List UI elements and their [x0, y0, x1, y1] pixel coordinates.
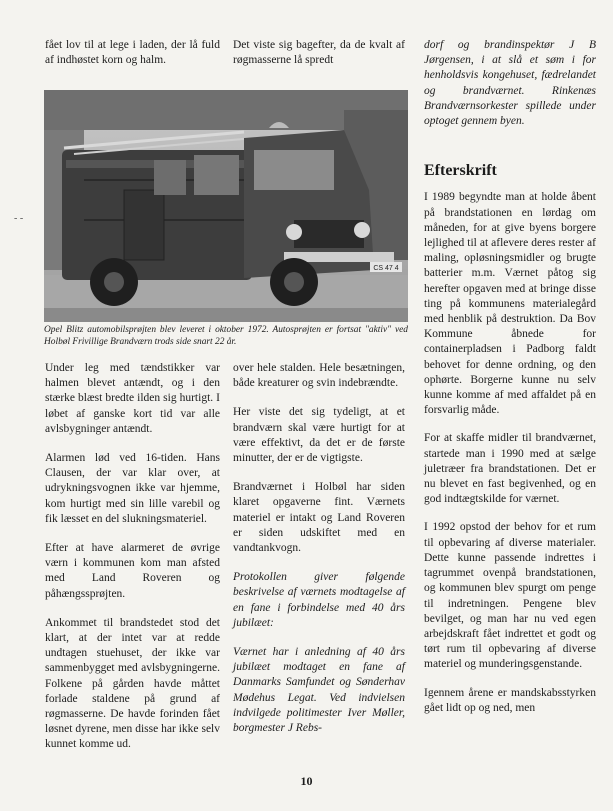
license-plate: CS 47 4 — [373, 265, 399, 272]
margin-mark: - - — [14, 213, 24, 224]
italic-paragraph: dorf og brandinspektør J B Jørgensen, i at slå et søm i for henholdsvis kongehuset, fædrelandet og brandværnet. Rinkenæs Brandværnsorkester spillede under optoget gennem byen. — [424, 39, 596, 128]
italic-paragraph: Værnet har i anledning af 40 års jubilæet modtaget en fane af Danmarks Samfundet og Sønderhav Mødehus Legat. Ved indvielsen indvilgede politimester Iver Møller, borgmester J Rebs- — [233, 646, 405, 735]
left-column — [45, 361, 220, 767]
paragraph: Igennem årene er mandskabsstyrken gået lidt op og ned, men — [424, 686, 596, 714]
paragraph: Under leg med tændstikker var halmen blevet antændt, og i den stærke blæst bredte ilden sig hurtigt. I løbet af ganske kort tid var alle avlsbygninger antændt. — [45, 362, 220, 435]
paragraph: I 1992 opstod der behov for et rum til opbevaring af diverse materialer. Dette kunne passende indrettes i tagrummet ovenpå brandstationen, og kommunen blev spurgt om penge til indretningen. Pengene blev bevilget, og man har nu ved egen arbejdskraft fået indrettet et godt og tørt rum til opbevaring af diverse materiel og munderingsgenstande. — [424, 521, 596, 671]
page-number: 10 — [300, 774, 313, 788]
paragraph: Efter at have alarmeret de øvrige værn i kommunen kom man afsted med Land Roveren og påhængssprøjten. — [45, 542, 220, 600]
paragraph: Ankommet til brandstedet stod det klart, at der intet var at redde undtagen stuehuset, der ikke var sammenbygget med avlsbygningerne. Folkene på gården havde måttet forlade staldene på grund af røgmasserne. De havde forinden fået løsnet dyrene, men disse har ikke selv kunnet komme ud. — [45, 616, 220, 751]
paragraph: I 1989 begyndte man at holde åbent på brandstationen en lørdag om måneden, for at give byens borgere lejlighed til at aflevere deres rester af maling, opløsningsmidler og brugte batterier m.m. Værnet påtog sig herefter opgaven med at bringe disse ting på kommunens materialegård med henblik på destruktion. Da Bov Kommune åbnede for containerpladsen i Padborg faldt behovet for denne ordning, og den ophørte. Borgerne kunne nu selv kunne komme af med affaldet på en forsvarlig måde. — [424, 191, 596, 417]
middle-column — [233, 361, 405, 750]
paragraph: Brandværnet i Holbøl har siden klaret opgaverne fint. Værnets materiel er intakt og Land Roveren er siden udskiftet med en vandtankvogn. — [233, 481, 405, 555]
italic-paragraph: Protokollen giver følgende beskrivelse af værnets modtagelse af en fane i forbindelse med 40 års jubilæet: — [233, 571, 405, 629]
paragraph: Her viste det sig tydeligt, at et brandværn skal være hurtigt for at være effektivt, da det er de første minutter, der er de vigtigste. — [233, 406, 405, 465]
paragraph: Det viste sig bagefter, da de kvalt af røgmasserne lå spredt — [233, 39, 405, 67]
photo-caption: Opel Blitz automobilsprøjten blev leveret i oktober 1972. Autosprøjten er fortsat "aktiv" ved Holbøl Frivillige Brandværn trods side snart 22 år. — [44, 325, 408, 347]
paragraph: over hele stalden. Hele besætningen, både kreaturer og svin indebrændte. — [233, 362, 405, 390]
right-column — [424, 38, 596, 729]
paragraph: For at skaffe midler til brandværnet, startede man i 1990 med at sælge juletræer fra brandstationen. Det er nu blevet en fast begivenhed, og en god indtægtskilde for værnet. — [424, 432, 596, 506]
section-heading: Efterskrift — [424, 162, 497, 180]
top-left-column — [45, 38, 220, 82]
fire-truck-illustration — [44, 90, 408, 322]
top-middle-column — [233, 38, 405, 82]
fire-truck-photo — [44, 90, 408, 322]
paragraph: fået lov til at lege i laden, der lå fuld af indhøstet korn og halm. — [45, 39, 220, 67]
paragraph: Alarmen lød ved 16-tiden. Hans Clausen, der var klar over, at udrykningsvognen ikke var hjemme, kom hurtigt med sin lille varebil og fik læsset en del slukningsmateriel. — [45, 452, 220, 525]
